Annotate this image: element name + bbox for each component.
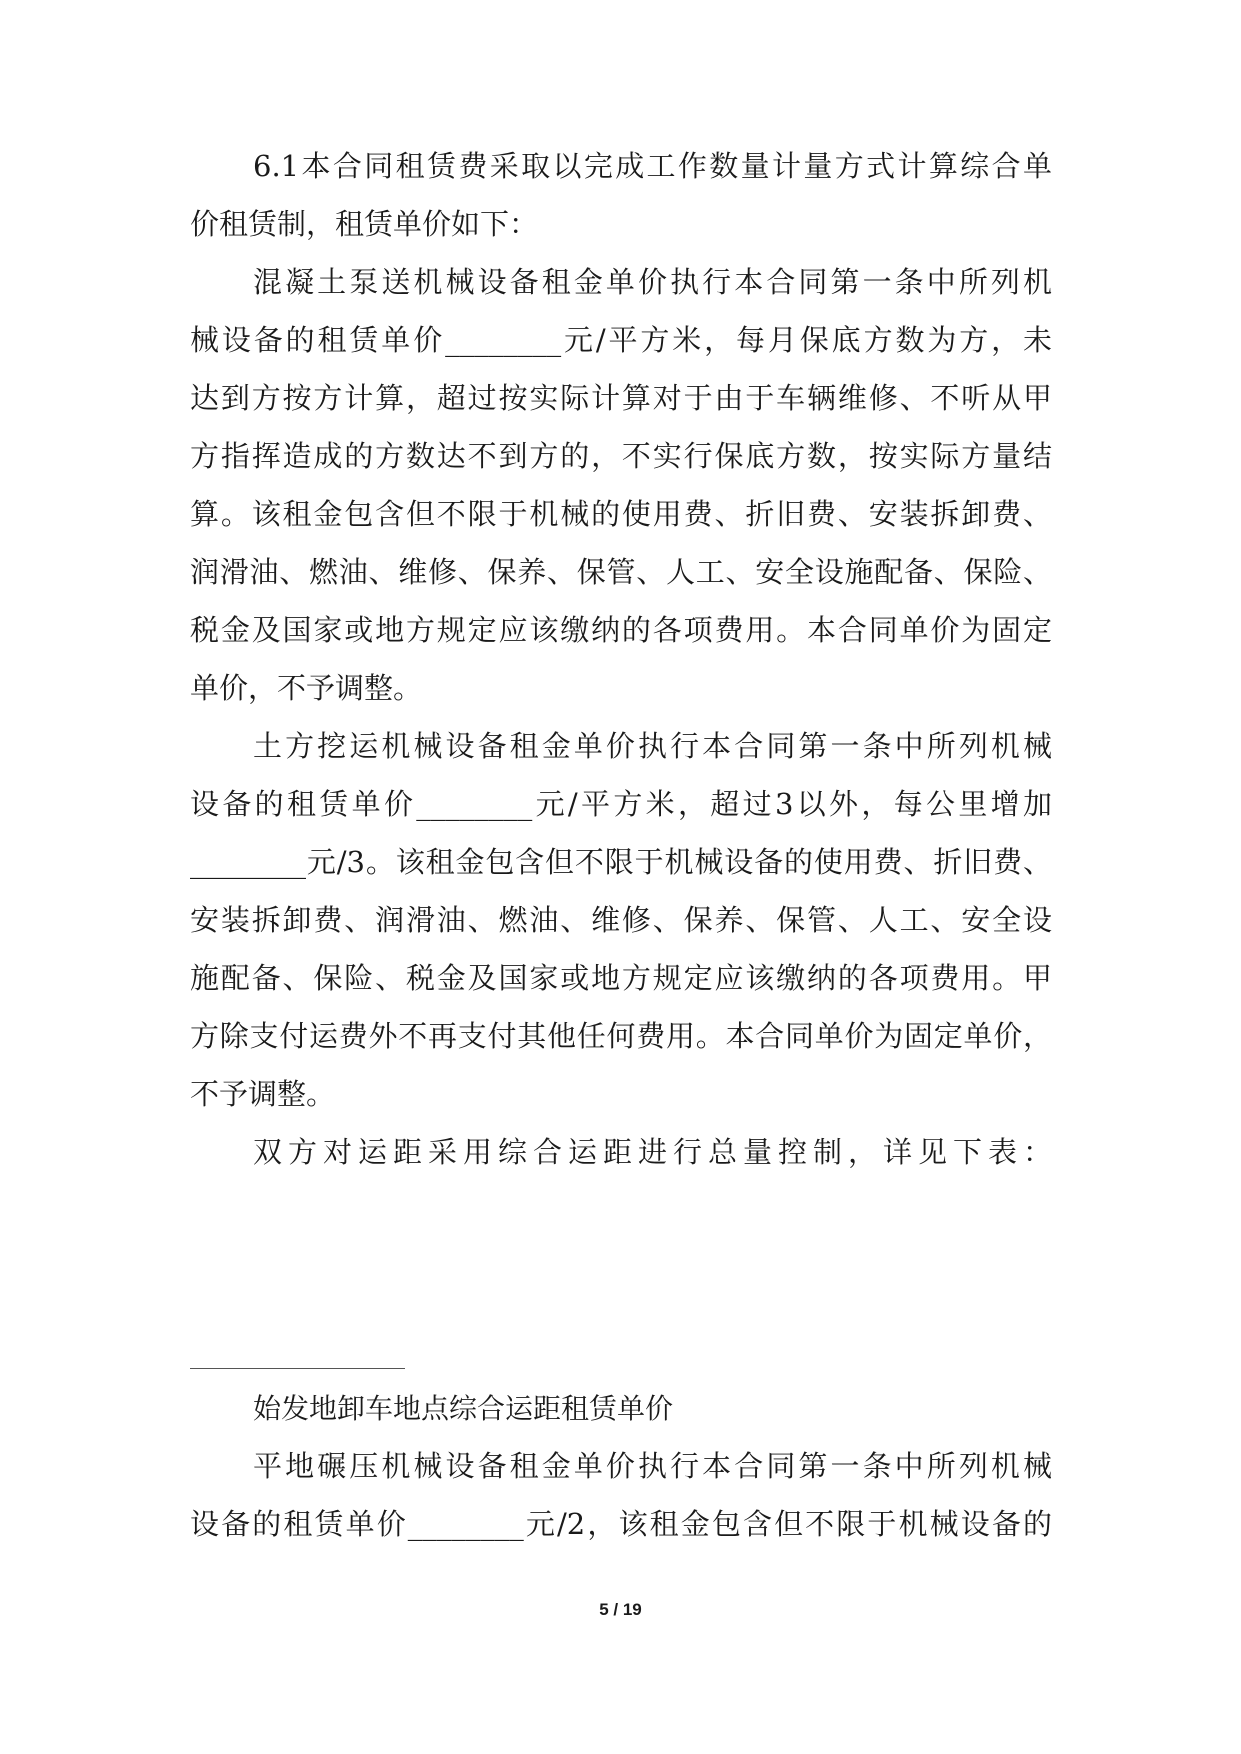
- separator-line: [190, 1368, 405, 1369]
- paragraph-line: 设备的租赁单价________元/2，该租金包含但不限于机械设备的: [190, 1507, 1052, 1541]
- paragraph-line: 不予调整。: [190, 1077, 336, 1111]
- page-number: 5 / 19: [599, 1600, 642, 1619]
- paragraph-line: 设备的租赁单价________元/平方米，超过3以外，每公里增加: [190, 787, 1052, 821]
- table-heading: 始发地卸车地点综合运距租赁单价: [253, 1392, 674, 1425]
- paragraph-line: 混凝土泵送机械设备租金单价执行本合同第一条中所列机: [253, 265, 1052, 299]
- paragraph-line: 械设备的租赁单价________元/平方米，每月保底方数为方，未: [190, 323, 1052, 357]
- paragraph-line: 方除支付运费外不再支付其他任何费用。本合同单价为固定单价，: [190, 1019, 1052, 1053]
- paragraph-line: 润滑油、燃油、维修、保养、保管、人工、安全设施配备、保险、: [190, 555, 1052, 589]
- paragraph-line: 双方对运距采用综合运距进行总量控制，详见下表：: [253, 1135, 1052, 1169]
- paragraph-line: ________元/3。该租金包含但不限于机械设备的使用费、折旧费、: [190, 845, 1052, 879]
- paragraph-line: 税金及国家或地方规定应该缴纳的各项费用。本合同单价为固定: [190, 613, 1052, 647]
- paragraph-line: 平地碾压机械设备租金单价执行本合同第一条中所列机械: [253, 1449, 1052, 1483]
- paragraph-line: 安装拆卸费、润滑油、燃油、维修、保养、保管、人工、安全设: [190, 903, 1052, 937]
- paragraph-line: 算。该租金包含但不限于机械的使用费、折旧费、安装拆卸费、: [190, 497, 1052, 531]
- paragraph-line: 单价，不予调整。: [190, 671, 423, 705]
- paragraph-line: 价租赁制，租赁单价如下：: [190, 207, 539, 241]
- paragraph-line: 达到方按方计算，超过按实际计算对于由于车辆维修、不听从甲: [190, 381, 1052, 415]
- paragraph-line: 施配备、保险、税金及国家或地方规定应该缴纳的各项费用。甲: [190, 961, 1052, 995]
- paragraph-line: 土方挖运机械设备租金单价执行本合同第一条中所列机械: [253, 729, 1052, 763]
- paragraph-line: 6.1本合同租赁费采取以完成工作数量计量方式计算综合单: [253, 149, 1052, 183]
- paragraph-line: 方指挥造成的方数达不到方的，不实行保底方数，按实际方量结: [190, 439, 1052, 473]
